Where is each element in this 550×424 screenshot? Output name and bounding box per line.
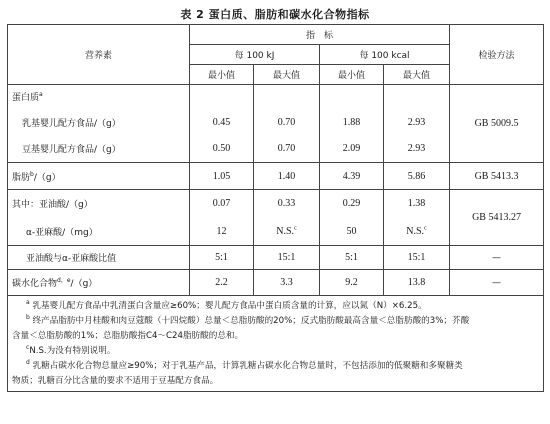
header-row-1 bbox=[8, 25, 544, 45]
alpha-kcal-min: 50 bbox=[320, 218, 384, 246]
fat-kj-min: 1.05 bbox=[190, 163, 254, 190]
protein-method: GB 5009.5 bbox=[450, 85, 544, 163]
protein-soy-kcal-min: 2.09 bbox=[320, 136, 384, 163]
fat-kcal-max: 5.86 bbox=[384, 163, 450, 190]
table-title: 表 2 蛋白质、脂肪和碳水化合物指标 bbox=[180, 8, 370, 21]
ratio-kcal-min: 5:1 bbox=[320, 246, 384, 270]
header-per-kcal: 每 100 kcal bbox=[320, 45, 450, 65]
alpha-kj-max: N.S.$^c$ bbox=[254, 218, 320, 246]
footnote-c: $^c$N.S.为没有特别说明。 bbox=[26, 344, 116, 356]
linoleic-kcal-max: 1.38 bbox=[384, 190, 450, 218]
header-per-kj: 每 100 kJ bbox=[190, 45, 320, 65]
footnote-d: $^d$ 乳糖占碳水化合物总量应≥90%；对于乳基产品，计算乳糖占碳水化合物总量时，不包括添加的低聚糖和多聚糖类 bbox=[26, 359, 463, 371]
row-carbohydrate bbox=[8, 270, 544, 296]
footnotes bbox=[8, 296, 544, 392]
protein-milk-kj-max: 0.70 bbox=[254, 109, 320, 136]
header-kcal-min: 最小值 bbox=[320, 65, 384, 85]
fat-label: 脂肪$^b$/（g） bbox=[8, 163, 190, 190]
carb-label: 碳水化合物$^{d,e}$/（g） bbox=[8, 270, 190, 296]
header-indicator: 指 标 bbox=[190, 25, 450, 45]
footnote-d-cont: 物质；乳糖百分比含量的要求不适用于豆基配方食品。 bbox=[12, 376, 219, 386]
header-kj-max: 最大值 bbox=[254, 65, 320, 85]
carb-kj-min: 2.2 bbox=[190, 270, 254, 296]
protein-milk-kj-min: 0.45 bbox=[190, 109, 254, 136]
protein-soy-label: 豆基婴儿配方食品/（g） bbox=[8, 136, 190, 163]
footnote-b-cont: 含量＜总脂肪酸的1%；总脂肪酸指C4～C24脂肪酸的总和。 bbox=[12, 331, 244, 341]
linoleic-kj-min: 0.07 bbox=[190, 190, 254, 218]
ratio-kcal-max: 15:1 bbox=[384, 246, 450, 270]
carb-kj-max: 3.3 bbox=[254, 270, 320, 296]
carb-kcal-max: 13.8 bbox=[384, 270, 450, 296]
protein-milk-label: 乳基婴儿配方食品/（g） bbox=[8, 109, 190, 136]
linoleic-kcal-min: 0.29 bbox=[320, 190, 384, 218]
ratio-kj-max: 15:1 bbox=[254, 246, 320, 270]
ratio-method: — bbox=[450, 246, 544, 270]
alpha-label: α-亚麻酸/（mg） bbox=[8, 218, 190, 246]
row-protein bbox=[8, 85, 544, 109]
ratio-label: 亚油酸与α-亚麻酸比值 bbox=[8, 246, 190, 270]
fat-method: GB 5413.3 bbox=[450, 163, 544, 190]
footnote-b: $^b$ 终产品脂肪中月桂酸和肉豆蔻酸（十四烷酸）总量＜总脂肪酸的20%；反式脂肪酸最高含量＜总脂肪酸的3%；芥酸 bbox=[26, 314, 470, 326]
footnote-a: $^a$ 乳基婴儿配方食品中乳清蛋白含量应≥60%；婴儿配方食品中蛋白质含量的计算，应以氮（N）×6.25。 bbox=[26, 299, 427, 311]
footnotes-row bbox=[8, 296, 544, 392]
protein-soy-kj-max: 0.70 bbox=[254, 136, 320, 163]
linoleic-method: GB 5413.27 bbox=[450, 190, 544, 246]
protein-label: 蛋白质$^a$ bbox=[8, 85, 190, 109]
protein-soy-kj-min: 0.50 bbox=[190, 136, 254, 163]
alpha-kcal-max: N.S.$^c$ bbox=[384, 218, 450, 246]
row-fat bbox=[8, 163, 544, 190]
row-ratio bbox=[8, 246, 544, 270]
protein-milk-kcal-min: 1.88 bbox=[320, 109, 384, 136]
nutrition-spec-table bbox=[7, 24, 544, 392]
carb-kcal-min: 9.2 bbox=[320, 270, 384, 296]
fat-kj-max: 1.40 bbox=[254, 163, 320, 190]
ratio-kj-min: 5:1 bbox=[190, 246, 254, 270]
row-linoleic bbox=[8, 190, 544, 218]
header-kj-min: 最小值 bbox=[190, 65, 254, 85]
header-kcal-max: 最大值 bbox=[384, 65, 450, 85]
carb-method: — bbox=[450, 270, 544, 296]
header-method: 检验方法 bbox=[450, 25, 544, 85]
alpha-kj-min: 12 bbox=[190, 218, 254, 246]
protein-milk-kcal-max: 2.93 bbox=[384, 109, 450, 136]
linoleic-label: 其中：亚油酸/（g） bbox=[8, 190, 190, 218]
fat-kcal-min: 4.39 bbox=[320, 163, 384, 190]
protein-soy-kcal-max: 2.93 bbox=[384, 136, 450, 163]
header-nutrient: 营养素 bbox=[8, 25, 190, 85]
linoleic-kj-max: 0.33 bbox=[254, 190, 320, 218]
